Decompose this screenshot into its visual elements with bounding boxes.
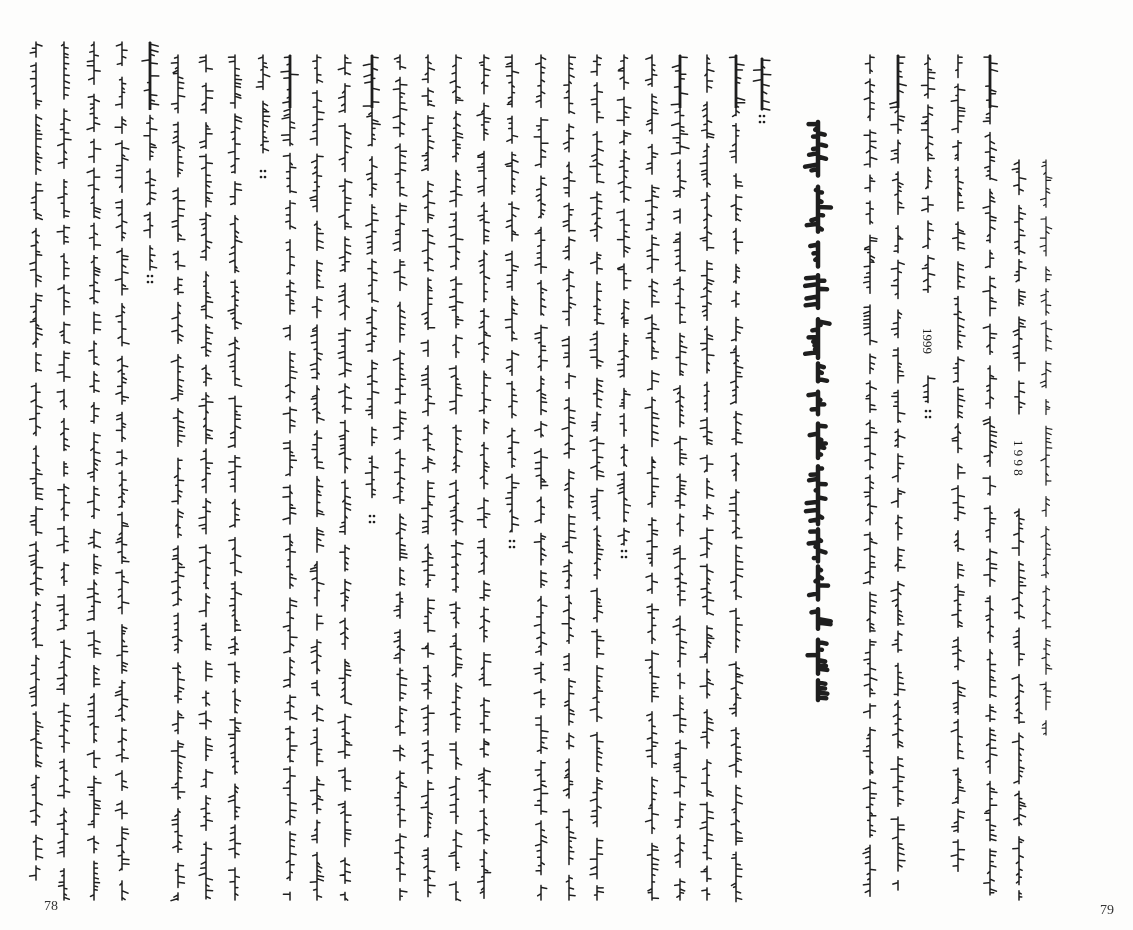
text-column: [29, 42, 43, 880]
script-strokes: [700, 55, 714, 900]
bold-heading-word: [897, 55, 900, 108]
text-column: [562, 55, 576, 900]
bold-heading-word: [761, 58, 764, 110]
punctuation-mark: [260, 176, 263, 179]
text-column: [477, 55, 491, 898]
text-column: [228, 55, 242, 900]
text-column: [449, 55, 463, 901]
script-strokes: [57, 42, 71, 900]
text-column: [805, 122, 831, 700]
script-strokes: [29, 42, 43, 880]
script-strokes: [983, 55, 998, 895]
chapter-title: [805, 122, 831, 700]
script-strokes: [1040, 160, 1052, 735]
script-strokes: [951, 55, 965, 871]
punctuation-mark: [369, 521, 372, 524]
script-strokes: [505, 55, 519, 532]
script-strokes: [115, 42, 129, 900]
text-column: [338, 55, 352, 900]
script-strokes: [171, 55, 185, 901]
punctuation-mark: [621, 556, 624, 559]
text-column: [421, 55, 435, 897]
bold-heading-word: [735, 55, 738, 108]
text-column: [115, 42, 129, 900]
script-strokes: [281, 55, 298, 900]
text-column: [590, 55, 604, 900]
punctuation-mark: [264, 176, 267, 179]
punctuation-mark: [759, 121, 762, 124]
punctuation-mark: [151, 275, 154, 278]
text-column: [142, 42, 159, 283]
text-column: [890, 55, 906, 890]
bold-heading-word: [289, 55, 292, 108]
text-column: [199, 55, 213, 899]
text-column: [729, 55, 745, 902]
text-column: [753, 58, 770, 123]
text-column: [1040, 160, 1052, 735]
punctuation-mark: [151, 281, 154, 284]
script-strokes: [393, 55, 407, 900]
text-column: [534, 55, 548, 900]
text-column: [393, 55, 407, 900]
punctuation-mark: [373, 521, 376, 524]
script-strokes: [534, 55, 548, 900]
punctuation-mark: [925, 416, 928, 419]
script-strokes: [645, 55, 659, 900]
script-strokes: [1012, 160, 1026, 900]
punctuation-mark: [513, 546, 516, 549]
punctuation-mark: [369, 515, 372, 518]
left-page: [29, 42, 771, 914]
punctuation-mark: [625, 556, 628, 559]
punctuation-mark: [929, 416, 932, 419]
text-column: [617, 55, 631, 558]
punctuation-mark: [625, 550, 628, 553]
text-column: [256, 55, 269, 178]
right-page-text-block: [863, 55, 1052, 900]
text-column: [310, 55, 324, 900]
script-strokes: [363, 55, 380, 498]
right-page: [805, 55, 1114, 918]
text-column: [505, 55, 519, 548]
script-strokes: [890, 55, 906, 890]
text-column: [87, 42, 101, 900]
bold-heading-word: [679, 55, 682, 108]
script-strokes: [805, 122, 831, 700]
text-column: [700, 55, 714, 900]
script-strokes: [562, 55, 576, 900]
bold-heading-word: [371, 55, 374, 108]
page-number-right: 79: [1100, 903, 1114, 918]
inline-year-number: 1 9 9 8: [1011, 440, 1026, 476]
punctuation-mark: [929, 410, 932, 413]
text-column: [983, 55, 998, 895]
script-strokes: [671, 55, 689, 900]
script-strokes: [228, 55, 242, 900]
text-column: [1012, 160, 1026, 900]
bold-heading-word: [149, 42, 152, 110]
text-column: [363, 55, 380, 523]
page-number-left: 78: [44, 899, 58, 914]
punctuation-mark: [759, 115, 762, 118]
script-strokes: [617, 55, 631, 545]
punctuation-mark: [925, 410, 928, 413]
script-strokes: [590, 55, 604, 900]
script-strokes: [421, 55, 435, 897]
text-column: [57, 42, 71, 900]
punctuation-mark: [763, 115, 766, 118]
script-strokes: [477, 55, 491, 898]
text-column: [645, 55, 659, 900]
script-strokes: [863, 55, 877, 896]
script-strokes: [729, 55, 745, 902]
script-strokes: [199, 55, 213, 899]
punctuation-mark: [260, 170, 263, 173]
punctuation-mark: [763, 121, 766, 124]
inline-year-number: 1999: [920, 328, 935, 354]
punctuation-mark: [147, 275, 150, 278]
script-strokes: [310, 55, 324, 900]
script-strokes: [449, 55, 463, 901]
script-strokes: [338, 55, 352, 900]
punctuation-mark: [621, 550, 624, 553]
text-column: [922, 55, 936, 418]
text-column: [171, 55, 185, 901]
punctuation-mark: [509, 540, 512, 543]
text-column: [863, 55, 877, 896]
text-column: [281, 55, 298, 900]
text-column: [671, 55, 689, 900]
script-strokes: [87, 42, 101, 900]
punctuation-mark: [147, 281, 150, 284]
punctuation-mark: [513, 540, 516, 543]
punctuation-mark: [509, 546, 512, 549]
script-strokes: [256, 55, 269, 153]
punctuation-mark: [264, 170, 267, 173]
left-page-text-block: [29, 42, 771, 902]
punctuation-mark: [373, 515, 376, 518]
bold-heading-word: [989, 55, 992, 108]
text-column: [951, 55, 965, 871]
